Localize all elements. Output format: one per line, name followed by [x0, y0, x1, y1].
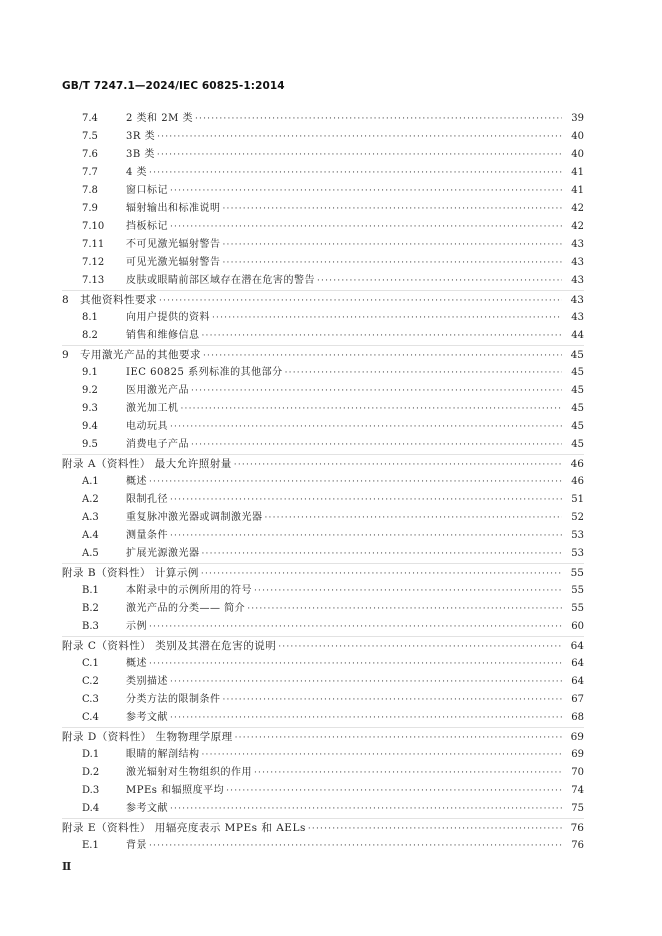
toc-entry-title: 消费电子产品 — [126, 439, 189, 450]
toc-entry-number: 7.11 — [82, 239, 105, 250]
toc-entry-number: 7.10 — [82, 221, 105, 232]
toc-entry-page: 45 — [571, 439, 584, 450]
toc-entry-title: 附录 C（资料性） 类别及其潜在危害的说明 — [62, 640, 277, 652]
toc-leader-dots — [223, 254, 563, 272]
toc-entry-title: 眼睛的解剖结构 — [126, 749, 200, 760]
toc-entry-page: 51 — [571, 494, 584, 505]
toc-entry-page: 45 — [570, 349, 584, 361]
toc-leader-dots — [223, 236, 563, 254]
toc-entry-title: 其他资料性要求 — [80, 294, 157, 306]
toc-entry-page: 60 — [571, 621, 584, 632]
toc-entry[interactable] — [62, 819, 584, 837]
toc-entry-number: D.2 — [82, 767, 100, 778]
toc-leader-dots — [202, 746, 563, 764]
toc-entry-number: 8 — [62, 294, 69, 306]
toc-entry-number: 8.1 — [82, 312, 98, 323]
toc-leader-dots — [170, 800, 562, 818]
toc-entry[interactable] — [62, 128, 584, 146]
toc-leader-dots — [170, 491, 562, 509]
toc-leader-dots — [212, 309, 562, 327]
toc-entry-page: 46 — [570, 458, 584, 470]
toc-entry-title: 背景 — [126, 840, 147, 851]
toc-entry[interactable] — [62, 527, 584, 545]
toc-entry-page: 43 — [571, 257, 584, 268]
toc-leader-dots — [201, 565, 562, 583]
toc-entry-page: 64 — [570, 640, 584, 652]
toc-leader-dots — [149, 618, 562, 636]
toc-entry[interactable] — [62, 746, 584, 764]
toc-entry[interactable] — [62, 182, 584, 200]
toc-entry-title: 概述 — [126, 476, 147, 487]
toc-entry-page: 40 — [571, 131, 584, 142]
toc-entry-page: 64 — [571, 676, 584, 687]
toc-entry-page: 68 — [571, 712, 584, 723]
toc-entry[interactable] — [62, 582, 584, 600]
toc-entry-number: 9.5 — [82, 439, 98, 450]
toc-leader-dots — [170, 418, 562, 436]
toc-leader-dots — [278, 638, 562, 656]
toc-entry-title: 不可见激光辐射警告 — [126, 239, 221, 250]
standard-header: GB/T 7247.1—2024/IEC 60825-1:2014 — [62, 80, 285, 92]
toc-entry-number: B.2 — [82, 603, 99, 614]
toc-leader-dots — [234, 456, 562, 474]
toc-entry-title: IEC 60825 系列标准的其他部分 — [126, 367, 283, 378]
toc-leader-dots — [202, 327, 563, 345]
toc-entry-title: 类别描述 — [126, 676, 168, 687]
toc-entry-title: 医用激光产品 — [126, 385, 189, 396]
toc-entry-number: 7.6 — [82, 149, 98, 160]
toc-leader-dots — [203, 347, 562, 365]
toc-entry[interactable] — [62, 400, 584, 418]
toc-leader-dots — [149, 164, 562, 182]
toc-entry-page: 64 — [571, 658, 584, 669]
toc-entry[interactable] — [62, 418, 584, 436]
toc-entry-title: 2 类和 2M 类 — [126, 113, 193, 124]
toc-entry-title: 4 类 — [126, 167, 148, 178]
toc-entry[interactable] — [62, 200, 584, 218]
toc-entry-page: 76 — [570, 822, 584, 834]
toc-entry-number: A.5 — [82, 548, 99, 559]
toc-entry-page: 41 — [571, 167, 584, 178]
toc-leader-dots — [308, 820, 562, 838]
toc-entry-page: 69 — [571, 749, 584, 760]
toc-entry[interactable] — [62, 491, 584, 509]
toc-entry-number: 9.1 — [82, 367, 98, 378]
toc-leader-dots — [223, 691, 563, 709]
toc-entry-number: D.4 — [82, 803, 100, 814]
toc-entry[interactable] — [62, 691, 584, 709]
toc-entry-page: 43 — [570, 294, 584, 306]
toc-entry[interactable] — [62, 655, 584, 673]
toc-entry[interactable] — [62, 637, 584, 655]
toc-entry-page: 46 — [571, 476, 584, 487]
toc-entry-number: 7.7 — [82, 167, 98, 178]
toc-entry-number: B.1 — [82, 585, 99, 596]
toc-entry-number: A.3 — [82, 512, 99, 523]
toc-entry-page: 42 — [571, 203, 584, 214]
toc-leader-dots — [170, 218, 562, 236]
toc-entry-page: 45 — [571, 385, 584, 396]
toc-entry-page: 55 — [571, 585, 584, 596]
toc-entry[interactable] — [62, 837, 584, 855]
toc-entry-page: 45 — [571, 403, 584, 414]
toc-entry-page: 43 — [571, 312, 584, 323]
toc-entry-number: A.2 — [82, 494, 99, 505]
toc-entry-title: 测量条件 — [126, 530, 168, 541]
toc-entry-page: 69 — [570, 731, 584, 743]
toc-entry-number: 9.4 — [82, 421, 98, 432]
toc-entry-title: 电动玩具 — [126, 421, 168, 432]
toc-leader-dots — [223, 200, 563, 218]
toc-entry-page: 70 — [571, 767, 584, 778]
toc-entry-title: 激光辐射对生物组织的作用 — [126, 767, 252, 778]
toc-entry-page: 55 — [570, 567, 584, 579]
toc-entry-number: C.3 — [82, 694, 99, 705]
toc-entry-number: 7.4 — [82, 113, 98, 124]
toc-leader-dots — [149, 473, 562, 491]
toc-entry-page: 67 — [571, 694, 584, 705]
toc-entry-number: C.1 — [82, 658, 99, 669]
toc-entry-number: 7.12 — [82, 257, 105, 268]
toc-entry-title: 参考文献 — [126, 712, 168, 723]
toc-entry-page: 45 — [571, 367, 584, 378]
toc-entry-number: 9.2 — [82, 385, 98, 396]
toc-entry[interactable] — [62, 545, 584, 563]
toc-entry[interactable] — [62, 455, 584, 473]
toc-entry[interactable] — [62, 782, 584, 800]
toc-entry-title: 窗口标记 — [126, 185, 168, 196]
toc-entry-number: 7.9 — [82, 203, 98, 214]
toc-entry-page: 43 — [571, 275, 584, 286]
toc-entry-page: 41 — [571, 185, 584, 196]
toc-entry-number: 9 — [62, 349, 69, 361]
toc-entry[interactable] — [62, 509, 584, 527]
toc-entry[interactable] — [62, 564, 584, 582]
toc-leader-dots — [195, 110, 562, 128]
toc-entry-title: 附录 A（资料性） 最大允许照射量 — [62, 458, 232, 470]
toc-entry-title: 扩展光源激光器 — [126, 548, 200, 559]
toc-entry[interactable] — [62, 309, 584, 327]
toc-entry-title: 附录 E（资料性） 用辐亮度表示 MPEs 和 AELs — [62, 822, 306, 834]
toc-entry-page: 75 — [571, 803, 584, 814]
toc-entry[interactable] — [62, 673, 584, 691]
toc-entry-title: 分类方法的限制条件 — [126, 694, 221, 705]
table-of-contents — [62, 110, 584, 855]
toc-entry-page: 74 — [571, 785, 584, 796]
toc-entry-number: 7.13 — [82, 275, 105, 286]
toc-entry-number: 8.2 — [82, 330, 98, 341]
toc-entry[interactable] — [62, 146, 584, 164]
toc-entry-title: 皮肤或眼睛前部区域存在潜在危害的警告 — [126, 275, 315, 286]
toc-leader-dots — [247, 600, 562, 618]
toc-leader-dots — [191, 382, 562, 400]
toc-entry[interactable] — [62, 800, 584, 818]
toc-entry-number: C.4 — [82, 712, 99, 723]
toc-entry-number: D.3 — [82, 785, 100, 796]
toc-entry[interactable] — [62, 728, 584, 746]
toc-entry-page: 43 — [571, 239, 584, 250]
toc-entry-title: 销售和维修信息 — [126, 330, 200, 341]
toc-leader-dots — [265, 509, 563, 527]
toc-entry-page: 39 — [571, 113, 584, 124]
toc-entry-title: 限制孔径 — [126, 494, 168, 505]
toc-entry-title: 可见光激光辐射警告 — [126, 257, 221, 268]
toc-entry-page: 53 — [571, 548, 584, 559]
toc-entry-number: C.2 — [82, 676, 99, 687]
toc-entry-title: 本附录中的示例所用的符号 — [126, 585, 252, 596]
toc-entry-title: 附录 B（资料性） 计算示例 — [62, 567, 199, 579]
toc-entry[interactable] — [62, 364, 584, 382]
toc-entry[interactable] — [62, 346, 584, 364]
toc-entry-page: 76 — [571, 840, 584, 851]
toc-entry[interactable] — [62, 218, 584, 236]
toc-leader-dots — [170, 673, 562, 691]
toc-leader-dots — [226, 782, 562, 800]
toc-entry[interactable] — [62, 236, 584, 254]
toc-entry-number: A.1 — [82, 476, 99, 487]
toc-entry-title: 3B 类 — [126, 149, 155, 160]
toc-leader-dots — [181, 400, 563, 418]
toc-entry[interactable] — [62, 600, 584, 618]
toc-entry-page: 53 — [571, 530, 584, 541]
toc-entry-title: 专用激光产品的其他要求 — [80, 349, 201, 361]
toc-leader-dots — [170, 709, 562, 727]
toc-leader-dots — [285, 364, 562, 382]
toc-entry-number: A.4 — [82, 530, 99, 541]
toc-entry-title: 激光产品的分类—— 简介 — [126, 603, 246, 614]
toc-entry[interactable] — [62, 272, 584, 290]
toc-leader-dots — [170, 182, 562, 200]
toc-entry-number: B.3 — [82, 621, 99, 632]
toc-leader-dots — [149, 655, 562, 673]
toc-entry-page: 45 — [571, 421, 584, 432]
toc-leader-dots — [254, 764, 562, 782]
toc-entry[interactable] — [62, 327, 584, 345]
toc-entry-page: 44 — [571, 330, 584, 341]
toc-leader-dots — [191, 436, 562, 454]
toc-entry-number: 9.3 — [82, 403, 98, 414]
toc-leader-dots — [149, 837, 562, 855]
toc-entry-title: 挡板标记 — [126, 221, 168, 232]
toc-leader-dots — [317, 272, 562, 290]
toc-leader-dots — [170, 527, 562, 545]
toc-entry-title: 概述 — [126, 658, 147, 669]
toc-entry-title: 激光加工机 — [126, 403, 179, 414]
toc-entry-page: 42 — [571, 221, 584, 232]
toc-leader-dots — [235, 729, 562, 747]
toc-entry-title: 辐射输出和标准说明 — [126, 203, 221, 214]
toc-entry-title: 重复脉冲激光器或调制激光器 — [126, 512, 263, 523]
toc-entry-title: 示例 — [126, 621, 147, 632]
toc-entry-page: 40 — [571, 149, 584, 160]
toc-entry-number: D.1 — [82, 749, 100, 760]
toc-entry[interactable] — [62, 382, 584, 400]
toc-entry-number: 7.8 — [82, 185, 98, 196]
page-number: Ⅱ — [62, 860, 72, 873]
toc-entry[interactable] — [62, 473, 584, 491]
toc-entry-page: 55 — [571, 603, 584, 614]
toc-entry[interactable] — [62, 110, 584, 128]
toc-leader-dots — [254, 582, 562, 600]
toc-entry-title: 附录 D（资料性） 生物物理学原理 — [62, 731, 233, 743]
toc-entry[interactable] — [62, 254, 584, 272]
toc-entry[interactable] — [62, 436, 584, 454]
toc-leader-dots — [157, 128, 562, 146]
toc-entry[interactable] — [62, 709, 584, 727]
toc-entry-number: E.1 — [82, 840, 99, 851]
toc-entry[interactable] — [62, 618, 584, 636]
toc-entry[interactable] — [62, 291, 584, 309]
toc-entry[interactable] — [62, 764, 584, 782]
toc-leader-dots — [159, 292, 562, 310]
toc-entry[interactable] — [62, 164, 584, 182]
toc-leader-dots — [202, 545, 563, 563]
toc-entry-title: 向用户提供的资料 — [126, 312, 210, 323]
toc-entry-title: 3R 类 — [126, 131, 156, 142]
toc-leader-dots — [157, 146, 562, 164]
toc-entry-title: 参考文献 — [126, 803, 168, 814]
toc-entry-number: 7.5 — [82, 131, 98, 142]
toc-entry-title: MPEs 和辐照度平均 — [126, 785, 225, 796]
toc-entry-page: 52 — [571, 512, 584, 523]
